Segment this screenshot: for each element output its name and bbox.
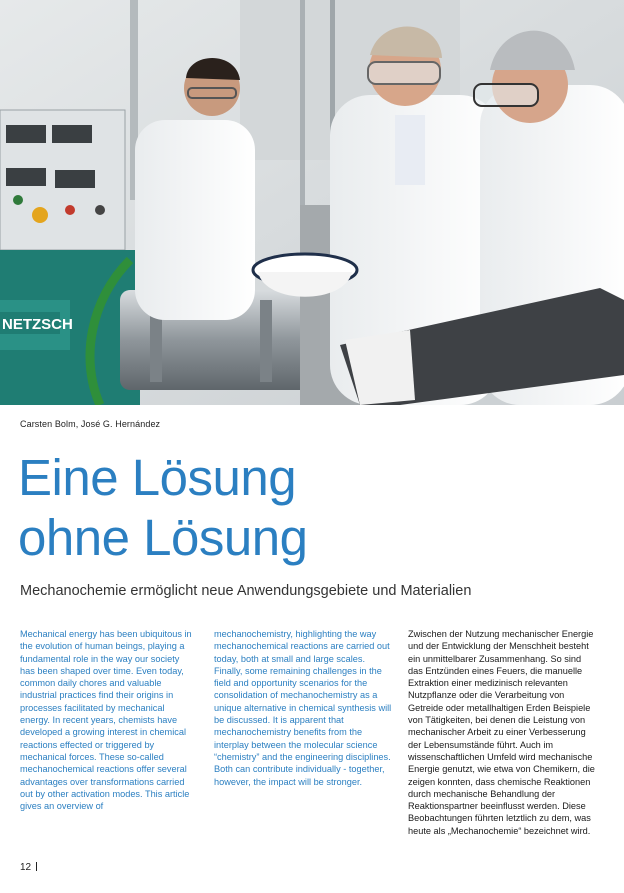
lab-photo-illustration [0,0,624,405]
page-title [18,448,608,568]
subtitle: Mechanochemie ermöglicht neue Anwendungsgebiete und Materialien [20,583,472,599]
abstract-column-2: mechanochemistry, highlighting the way mechanochemical reactions are carried out today, both at small and large scales. Finally, some remaining challenges in the field and opportunity scenarios for the consolidation of mechanochemistry as a unique alternative in chemical synthesis will be discussed. It is apparent that mechanochemistry benefits from the interplay between the molecular science “chemistry” and the engineering disciplines. Both can contribute individually - together, however, the impact will be stronger. [214,629,392,787]
lab-photo [0,0,624,405]
authors: Carsten Bolm, José G. Hernández [20,419,161,429]
page-number-text: 12 [20,862,32,873]
title-line-2: ohne Lösung [18,509,308,566]
body-column-1: Zwischen der Nutzung mechanischer Energie und der Entwicklung der Menschheit besteht ein unmittelbarer Zusammenhang. So sind das Entzünden eines Feuers, die manuelle Extraktion einer medizinisch relevanten Nutzpflanze oder die Verarbeitung von Getreide oder metallhaltigen Erden Beispiele von Tätigkeiten, bei denen die Leistung von mechanischer Arbeit zu einer Verbesserung der Lebensumstände führt. Auch im wissenschaftlichen Umfeld wird mechanische Energie genutzt, wie etwa von Chemikern, die zeigen konnten, dass chemische Reaktionen durch mechanische Behandlung der Reaktionspartner beeinflusst werden. Diese Beobachtungen führten letztlich zu dem, was heute als „Mechanochemie“ bezeichnet wird. [408,629,595,836]
title-line-1: Eine Lösung [18,449,297,506]
page-number [20,862,37,873]
machine-brand-label: NETZSCH [2,316,73,333]
page-number-divider [36,862,37,871]
abstract-column-1: Mechanical energy has been ubiquitous in the evolution of human beings, playing a fundamental role in the way our society has been shaped over time. Even today, common daily chores and valuable industrial practices find their origins in processes facilitated by mechanical energy. In recent years, chemists have developed a growing interest in chemical reactions effected or triggered by mechanical forces. These so-called mechanochemical reactions offer several advantages over transformations carried out by other activation modes. This article gives an overview of [20,629,192,812]
